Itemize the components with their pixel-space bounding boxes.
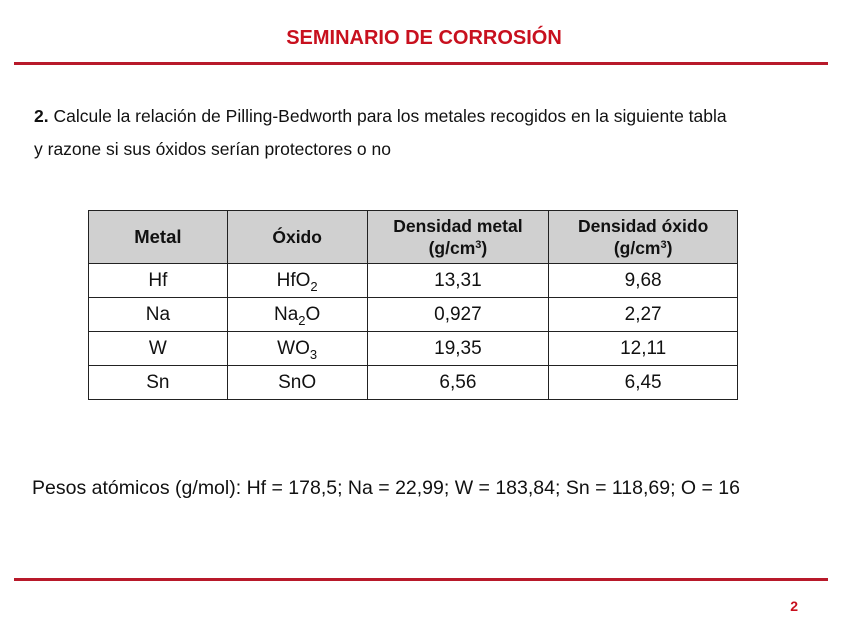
cell-oxide-density: 6,45 <box>549 366 738 400</box>
oxide-subscript: 2 <box>310 278 318 294</box>
cell-metal-density: 13,31 <box>367 264 549 298</box>
header-oxide-density-unit-exp: 3 <box>660 239 667 251</box>
cell-metal-density: 6,56 <box>367 366 549 400</box>
cell-metal: Hf <box>89 264 228 298</box>
header-oxide-density <box>549 211 738 264</box>
table-row <box>89 298 738 332</box>
cell-oxide-density: 12,11 <box>549 332 738 366</box>
cell-metal-density: 19,35 <box>367 332 549 366</box>
cell-metal: W <box>89 332 228 366</box>
cell-oxide-density: 9,68 <box>549 264 738 298</box>
header-metal-density-unit-a: (g/cm <box>428 238 476 258</box>
cell-metal: Na <box>89 298 228 332</box>
table-row <box>89 332 738 366</box>
cell-metal: Sn <box>89 366 228 400</box>
table-header-row <box>89 211 738 264</box>
oxide-subscript: 2 <box>298 312 306 328</box>
question-line-2: y razone si sus óxidos serían protectores o no <box>34 139 391 159</box>
footer-rule <box>14 578 828 581</box>
header-oxide-density-unit-a: (g/cm <box>613 238 661 258</box>
oxide-formula: Na <box>273 303 299 325</box>
header-metal-density-unit-b: ) <box>481 238 488 258</box>
header-metal-density-label: Densidad metal <box>393 216 523 236</box>
table-row <box>89 264 738 298</box>
oxide-formula: HfO <box>276 269 311 291</box>
cell-oxide <box>227 298 367 332</box>
page-title: SEMINARIO DE CORROSIÓN <box>286 27 562 49</box>
cell-oxide <box>227 332 367 366</box>
cell-metal-density: 0,927 <box>367 298 549 332</box>
data-table <box>88 210 738 400</box>
header-rule <box>14 62 828 65</box>
page-number: 2 <box>790 598 798 614</box>
oxide-subscript: 3 <box>309 346 318 362</box>
oxide-formula: WO <box>277 337 310 359</box>
cell-oxide <box>227 264 367 298</box>
oxide-formula: SnO <box>278 371 317 393</box>
header-oxide-density-label: Densidad óxido <box>577 216 709 236</box>
oxide-formula-end: O <box>305 303 321 325</box>
header-metal-density-unit-exp: 3 <box>475 239 482 251</box>
cell-oxide-density: 2,27 <box>549 298 738 332</box>
question-text <box>34 100 814 166</box>
header-metal-density <box>367 211 549 264</box>
header-oxide-density-unit-b: ) <box>666 238 673 258</box>
cell-oxide <box>227 366 367 400</box>
header-oxide: Óxido <box>227 211 367 264</box>
table-row <box>89 366 738 400</box>
question-number: 2. <box>34 106 49 126</box>
header-metal: Metal <box>89 211 228 264</box>
atomic-weights: Pesos atómicos (g/mol): Hf = 178,5; Na = 22,99; W = 183,84; Sn = 118,69; O = 16 <box>32 477 740 499</box>
question-line-1: Calcule la relación de Pilling-Bedworth para los metales recogidos en la siguiente tabla <box>48 106 727 126</box>
